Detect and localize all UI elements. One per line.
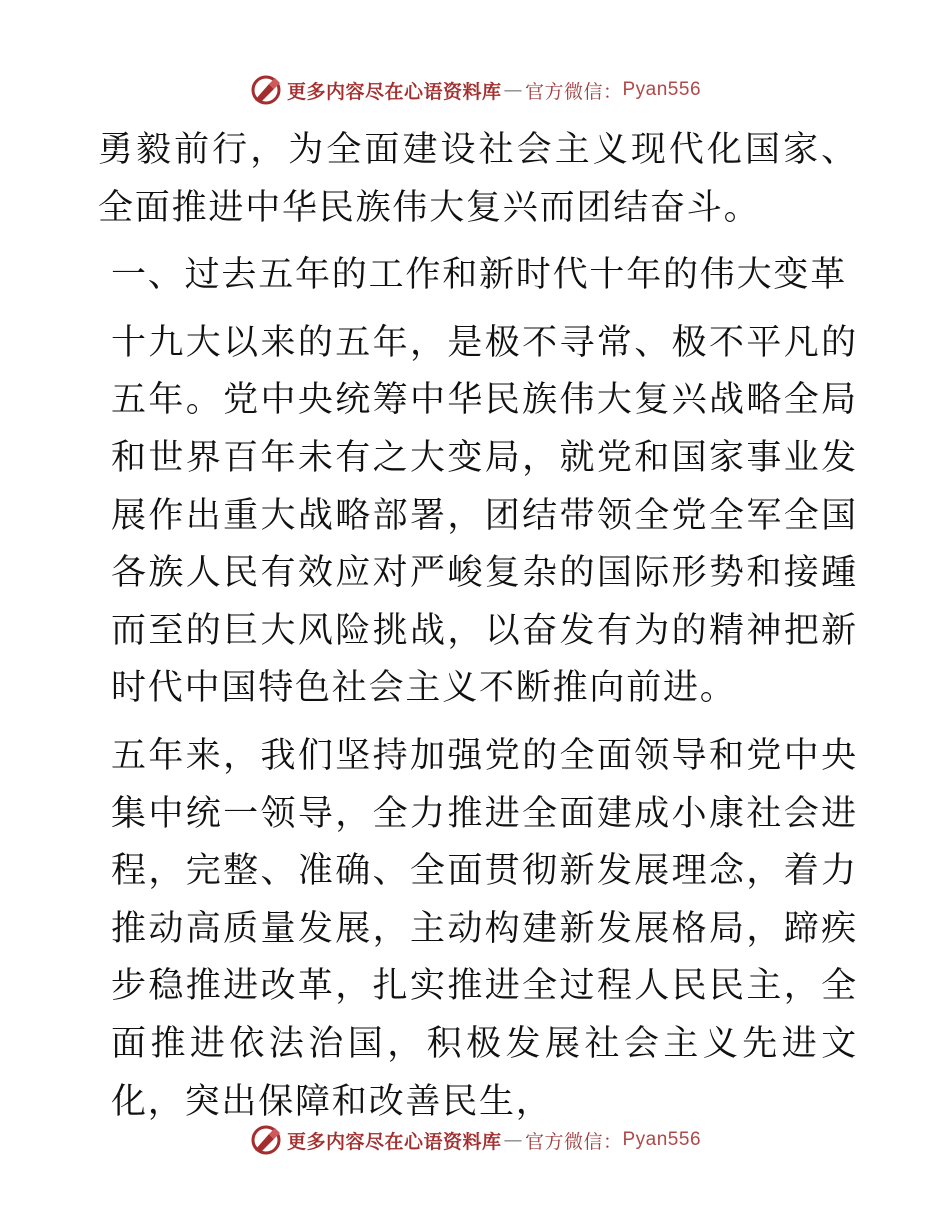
paragraph-achievements: 五年来，我们坚持加强党的全面领导和党中央集中统一领导，全力推进全面建成小康社会进程，完整、准确、全面贯彻新发展理念，着力推动高质量发展，主动构建新发展格局，蹄疾步稳推进改革，扎实推进全过程人民民主，全面推进依法治国，积极发展社会主义先进文化，突出保障和改善民生，	[111, 735, 858, 1122]
paragraph-continuation: 勇毅前行，为全面建设社会主义现代化国家、全面推进中华民族伟大复兴而团结奋斗。	[98, 130, 858, 228]
banner-wechat-label: 官方微信：	[524, 1130, 623, 1153]
document-body	[98, 122, 858, 1131]
pen-logo-icon	[249, 1123, 283, 1157]
banner-site-name: 更多内容尽在心语资料库	[286, 80, 502, 103]
banner-dash: —	[503, 1129, 523, 1151]
banner-wechat-handle: Pyan556	[622, 1129, 702, 1150]
header-watermark-banner	[0, 72, 950, 108]
section-heading: 一、过去五年的工作和新时代十年的伟大变革	[111, 255, 848, 296]
banner-wechat-handle: Pyan556	[622, 79, 702, 100]
banner-site-name: 更多内容尽在心语资料库	[286, 1130, 502, 1153]
pen-logo-icon	[249, 73, 283, 107]
footer-watermark-banner	[0, 1122, 950, 1158]
banner-dash: —	[503, 79, 523, 101]
paragraph-five-years: 十九大以来的五年，是极不寻常、极不平凡的五年。党中央统筹中华民族伟大复兴战略全局和世界百年未有之大变局，就党和国家事业发展作出重大战略部署，团结带领全党全军全国各族人民有效应对严峻复杂的国际形势和接踵而至的巨大风险挑战，以奋发有为的精神把新时代中国特色社会主义不断推向前进。	[111, 322, 858, 709]
banner-wechat-label: 官方微信：	[524, 80, 623, 103]
